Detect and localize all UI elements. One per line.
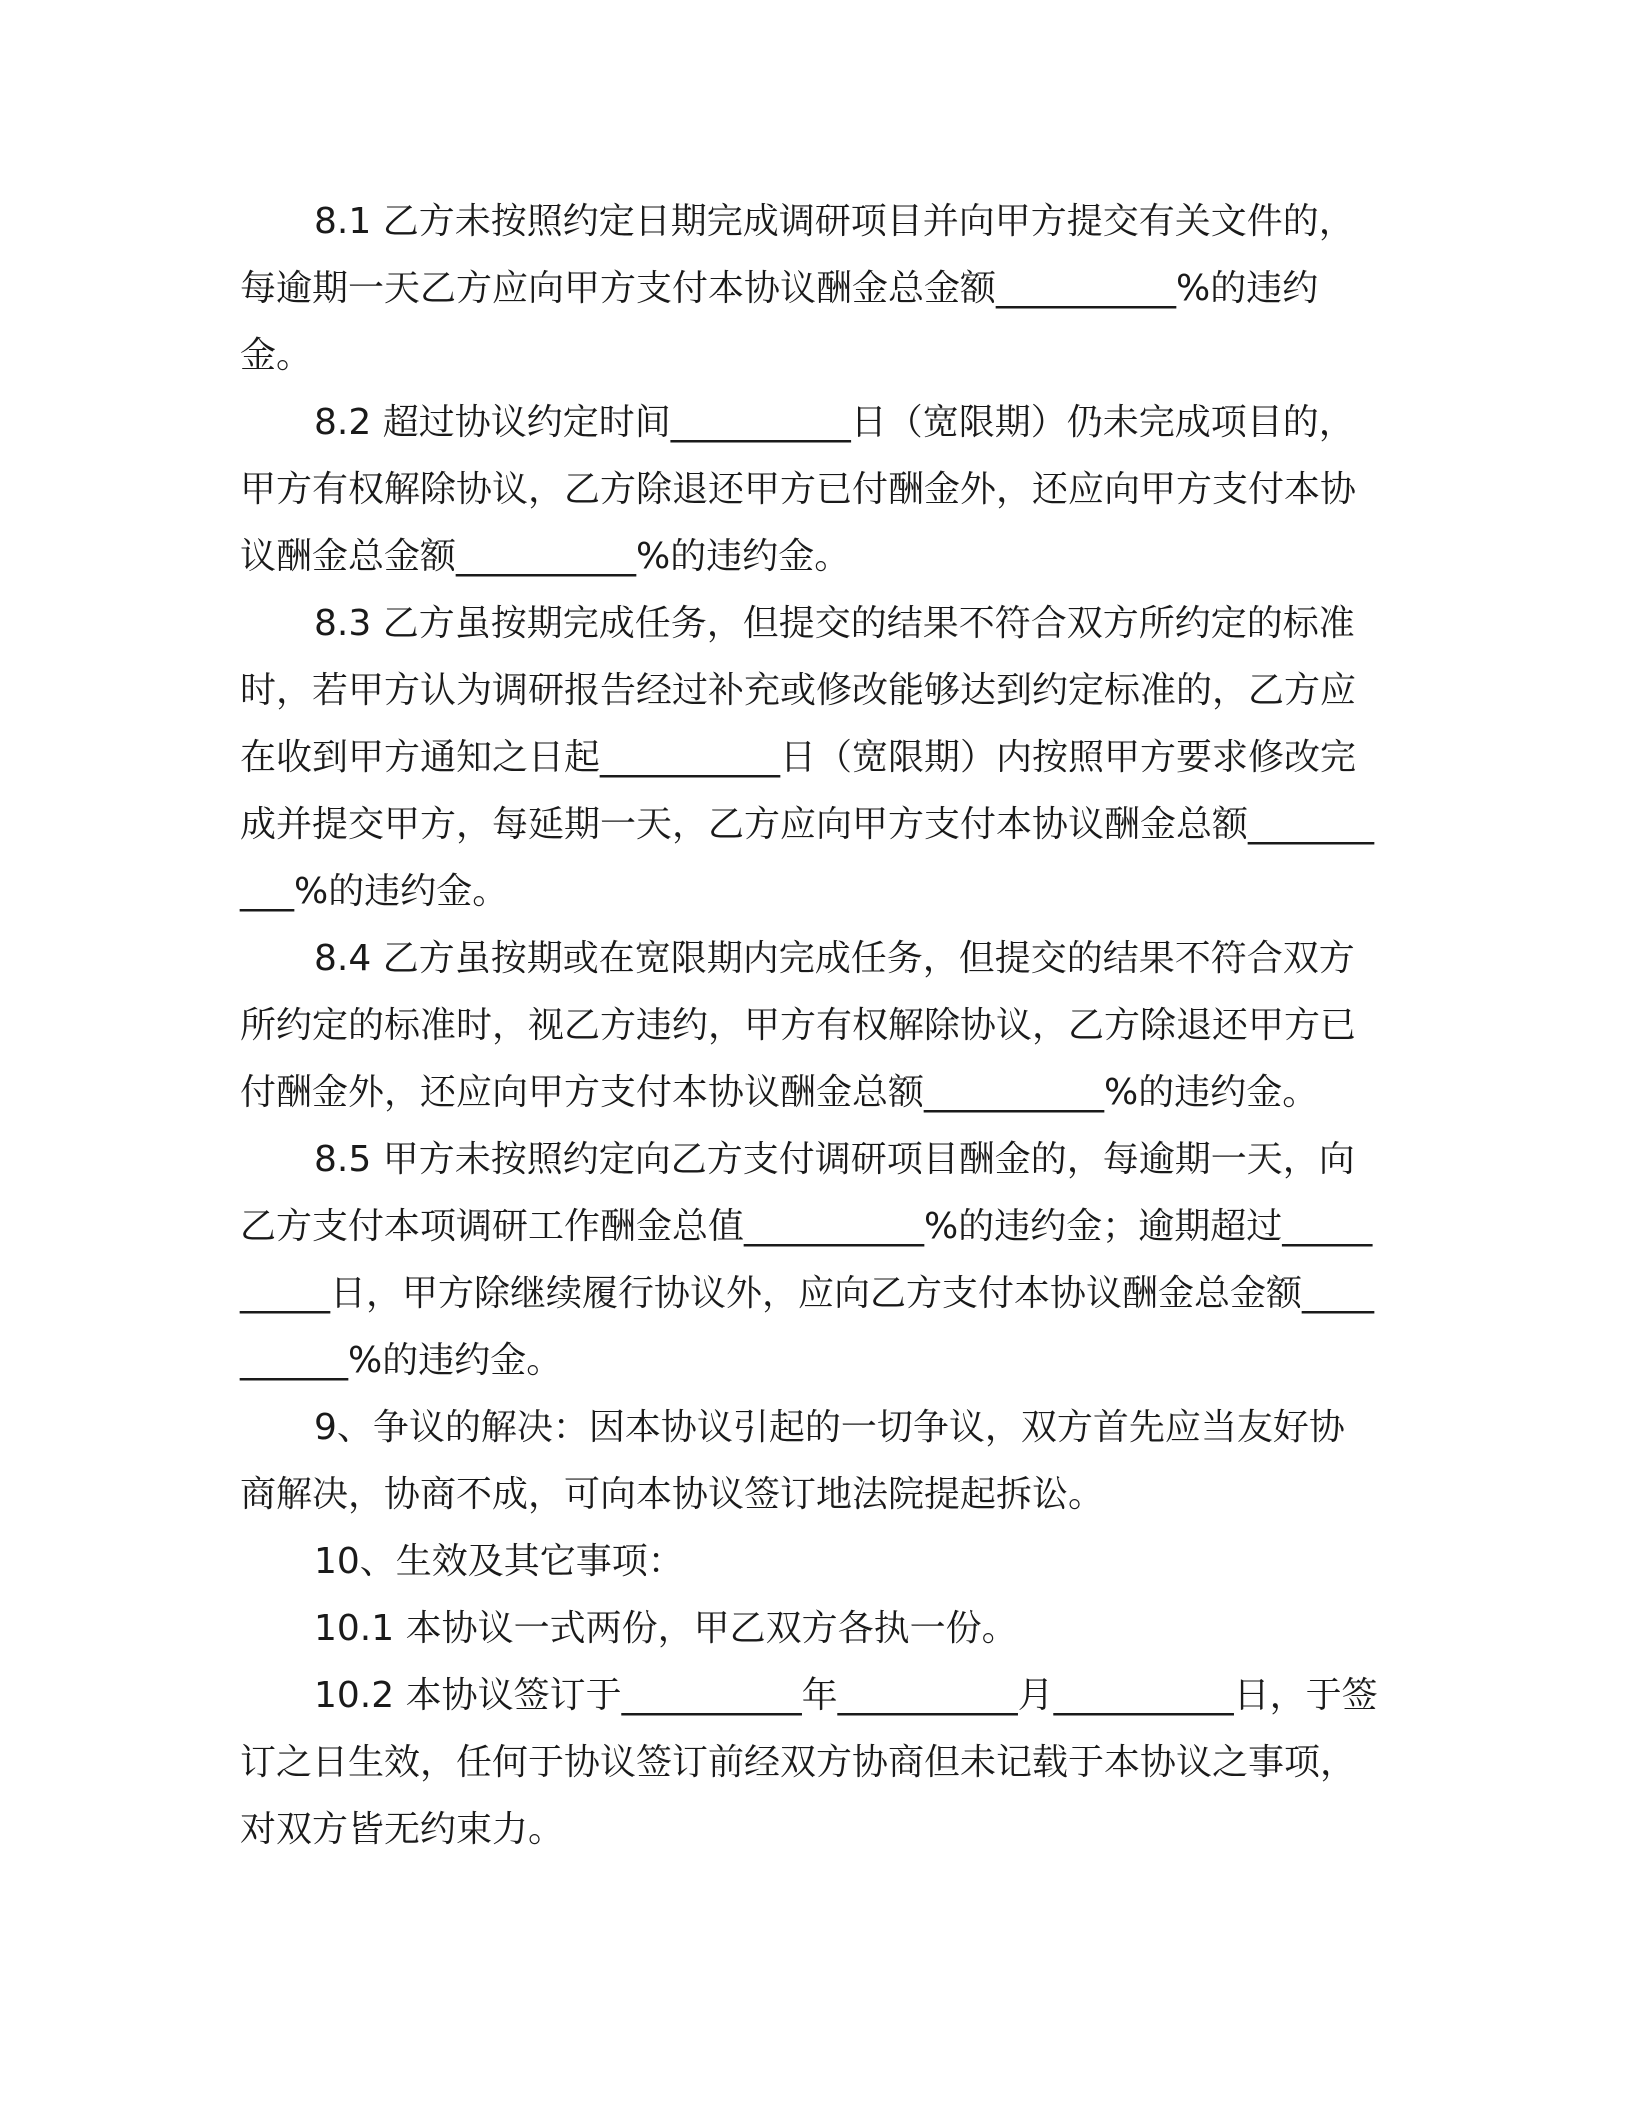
clause-10-2: 10.2 本协议签订于__________年__________月__________日，于签订之日生效，任何于协议签订前经双方协商但未记载于本协议之事项，对双方皆无约束力。 bbox=[240, 1675, 1378, 1850]
document-page bbox=[240, 188, 1380, 1863]
clause-8-4: 8.4 乙方虽按期或在宽限期内完成任务，但提交的结果不符合双方所约定的标准时，视乙方违约，甲方有权解除协议，乙方除退还甲方已付酬金外，还应向甲方支付本协议酬金总额__________%的违约金。 bbox=[240, 938, 1357, 1113]
clause-9-dispute-resolution: 9、争议的解决：因本协议引起的一切争议，双方首先应当友好协商解决，协商不成，可向本协议签订地法院提起拆讼。 bbox=[240, 1407, 1345, 1515]
clause-10-heading: 10、生效及其它事项： bbox=[314, 1541, 684, 1582]
clause-8-2: 8.2 超过协议约定时间__________日（宽限期）仍未完成项目的，甲方有权解除协议，乙方除退还甲方已付酬金外，还应向甲方支付本协议酬金总金额__________%的违约金。 bbox=[240, 402, 1357, 577]
clause-10-1: 10.1 本协议一式两份，甲乙双方各执一份。 bbox=[314, 1608, 1018, 1649]
clause-8-5: 8.5 甲方未按照约定向乙方支付调研项目酬金的，每逾期一天，向乙方支付本项调研工作酬金总值__________%的违约金；逾期超过__________日，甲方除继续履行协议外，应向乙方支付本协议酬金总金额__________%的违约金。 bbox=[240, 1139, 1375, 1381]
clause-8-1: 8.1 乙方未按照约定日期完成调研项目并向甲方提交有关文件的，每逾期一天乙方应向甲方支付本协议酬金总金额__________%的违约金。 bbox=[240, 201, 1355, 376]
clause-8-3: 8.3 乙方虽按期完成任务，但提交的结果不符合双方所约定的标准时，若甲方认为调研报告经过补充或修改能够达到约定标准的，乙方应在收到甲方通知之日起__________日（宽限期）内按照甲方要求修改完成并提交甲方，每延期一天，乙方应向甲方支付本协议酬金总额__________%的违约金。 bbox=[240, 603, 1375, 912]
